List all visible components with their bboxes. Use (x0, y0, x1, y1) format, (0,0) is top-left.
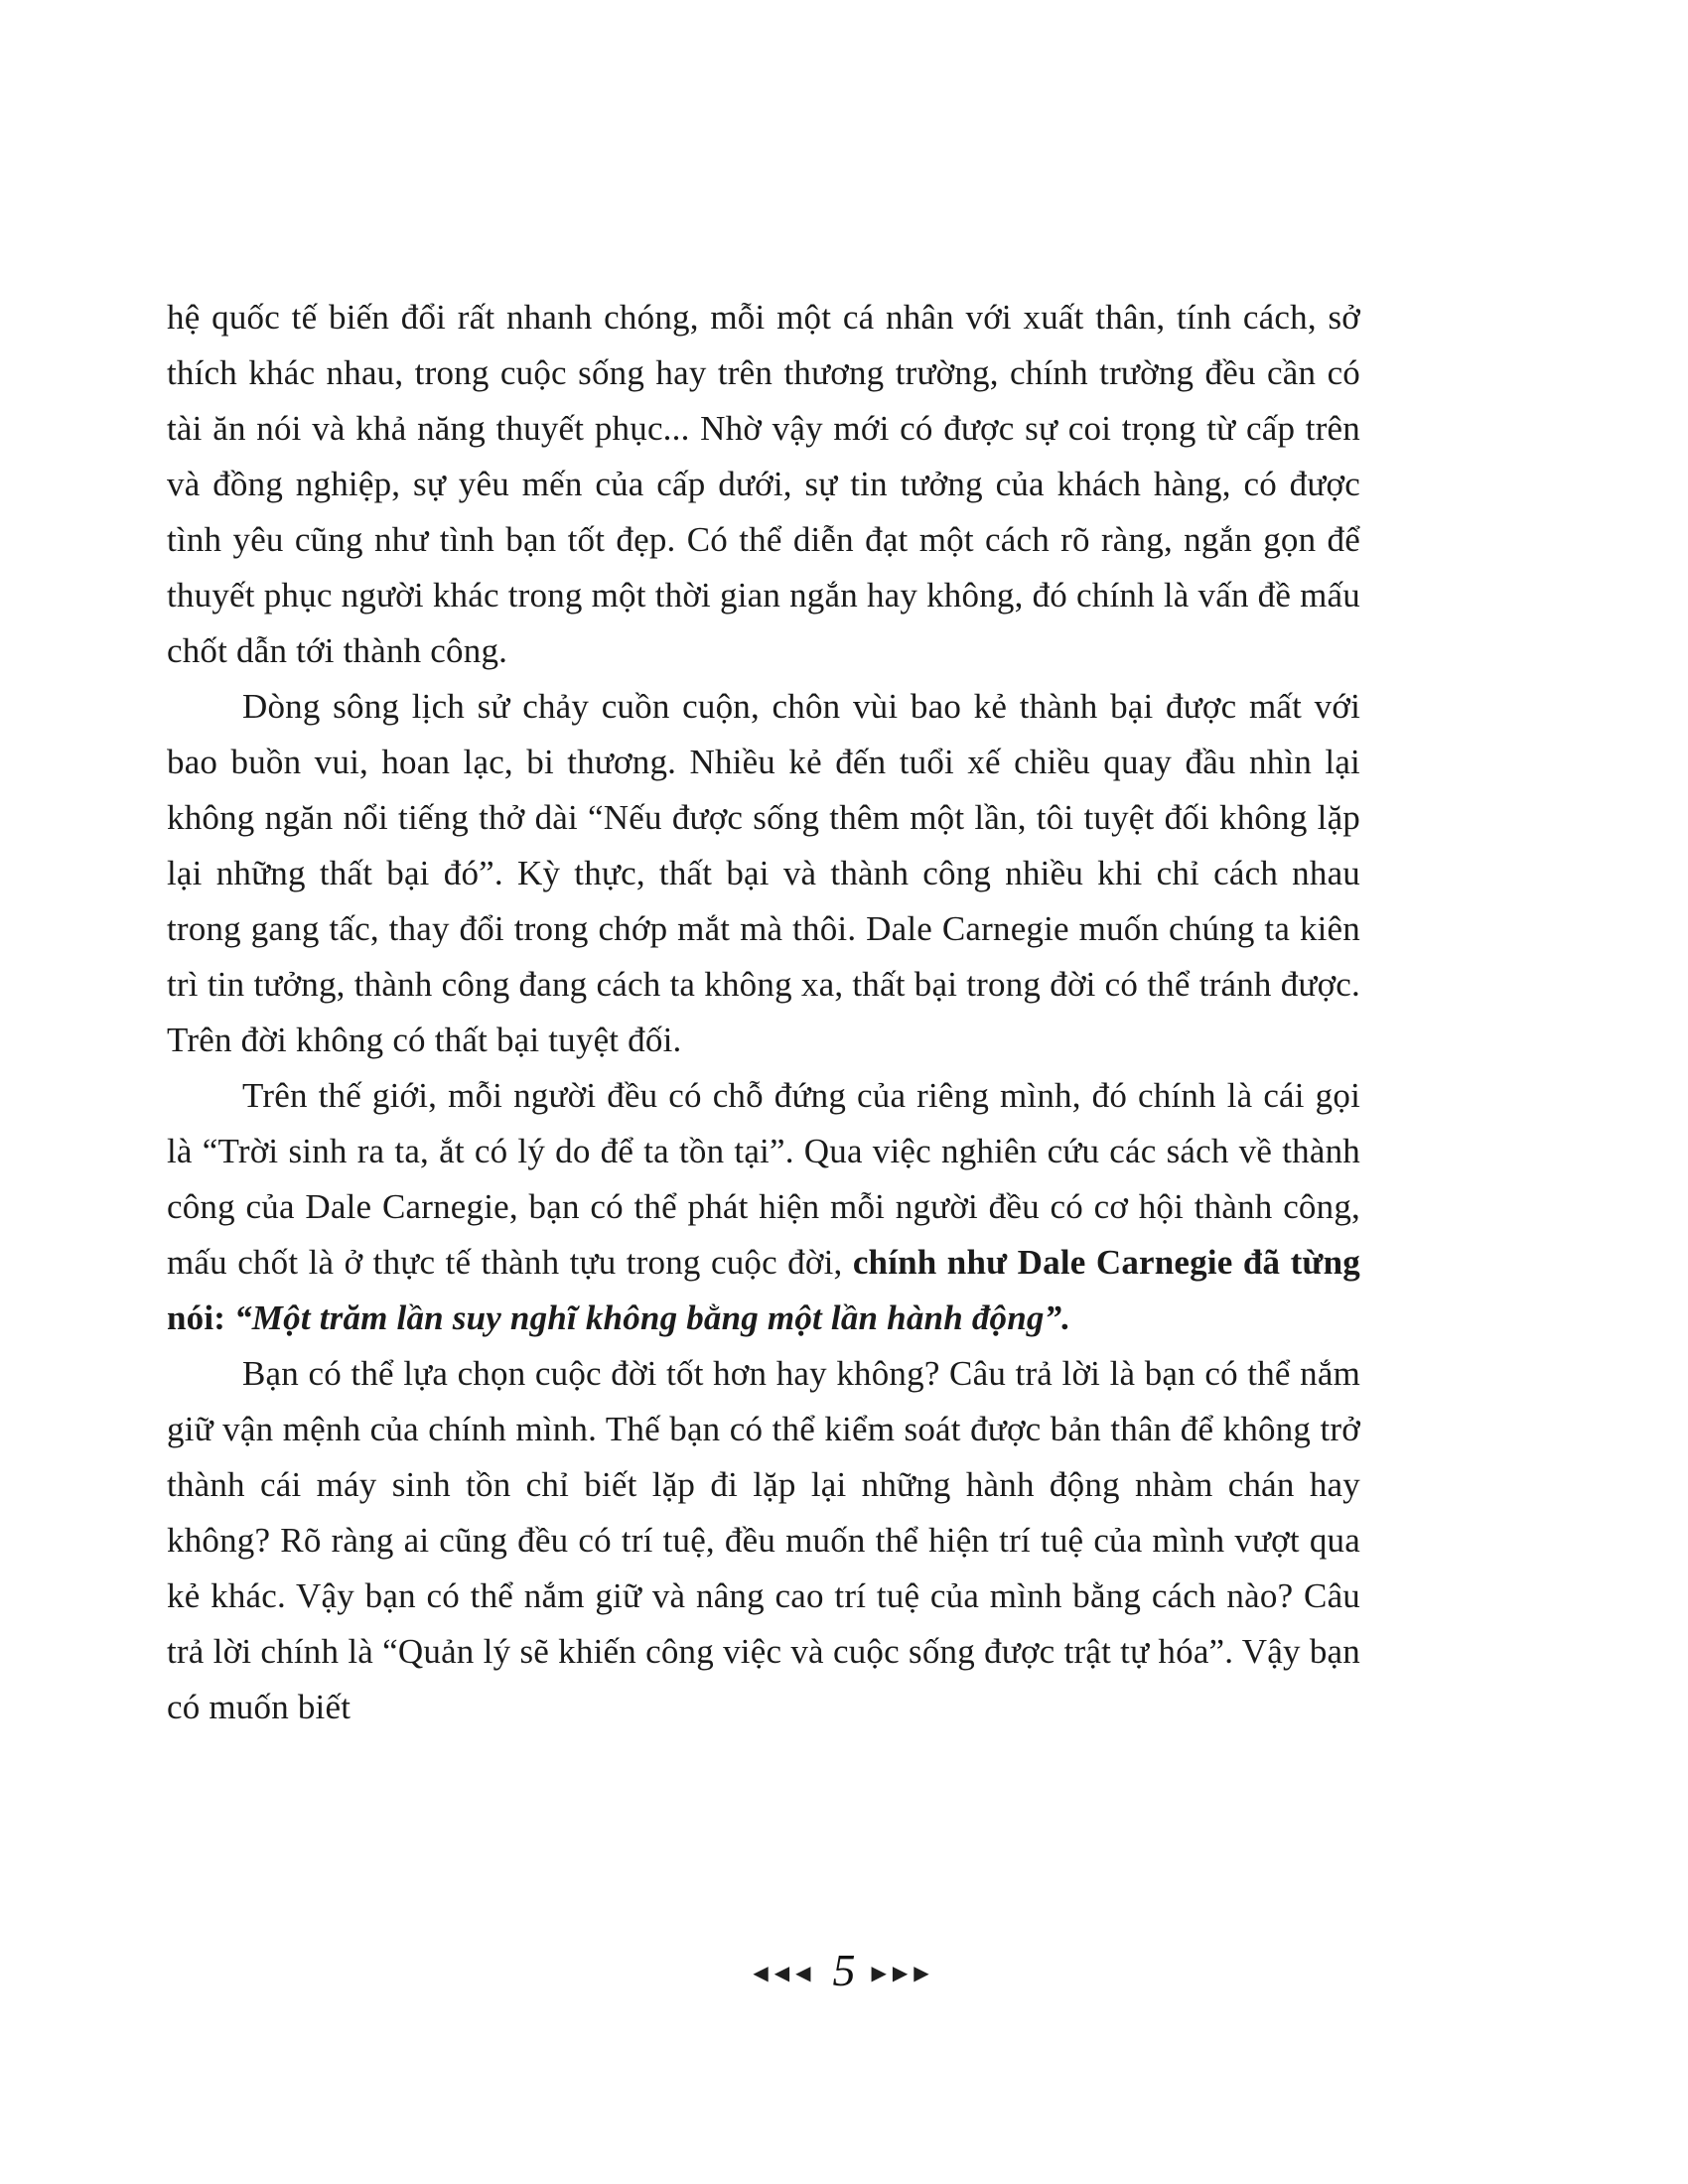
page-footer (0, 1945, 1688, 1995)
body-text (167, 290, 1360, 1735)
page-number: 5 (832, 1945, 856, 1995)
paragraph-text: Trên thế giới, mỗi người đều có chỗ đứng của riêng mình, đó chính là cái gọi là “Trời sinh ra ta, ắt có lý do để ta tồn tại”. Qua việc nghiên cứu các sách về thành công của Dale Carnegie, bạn có thể phát hiện mỗi người đều có cơ hội thành công, mấu chốt là ở thực tế thành tựu trong cuộc đời, (167, 1076, 1360, 1282)
paragraph: Dòng sông lịch sử chảy cuồn cuộn, chôn vùi bao kẻ thành bại được mất với bao buồn vui, hoan lạc, bi thương. Nhiều kẻ đến tuổi xế chiều quay đầu nhìn lại không ngăn nổi tiếng thở dài “Nếu được sống thêm một lần, tôi tuyệt đối không lặp lại những thất bại đó”. Kỳ thực, thất bại và thành công nhiều khi chỉ cách nhau trong gang tấc, thay đổi trong chớp mắt mà thôi. Dale Carnegie muốn chúng ta kiên trì tin tưởng, thành công đang cách ta không xa, thất bại trong đời có thể tránh được. Trên đời không có thất bại tuyệt đối. (167, 687, 1360, 1059)
paragraph-bold-italic-text: “Một trăm lần suy nghĩ không bằng một lần hành động”. (234, 1298, 1071, 1337)
paragraph: Bạn có thể lựa chọn cuộc đời tốt hơn hay không? Câu trả lời là bạn có thể nắm giữ vận mệnh của chính mình. Thế bạn có thể kiểm soát được bản thân để không trở thành cái máy sinh tồn chỉ biết lặp đi lặp lại những hành động nhàm chán hay không? Rõ ràng ai cũng đều có trí tuệ, đều muốn thể hiện trí tuệ của mình vượt qua kẻ khác. Vậy bạn có thể nắm giữ và nâng cao trí tuệ của mình bằng cách nào? Câu trả lời chính là “Quản lý sẽ khiến công việc và cuộc sống được trật tự hóa”. Vậy bạn có muốn biết (167, 1354, 1360, 1726)
right-arrows-icon: ▶▶▶ (871, 1961, 935, 1984)
paragraph: hệ quốc tế biến đổi rất nhanh chóng, mỗi một cá nhân với xuất thân, tính cách, sở thích khác nhau, trong cuộc sống hay trên thương trường, chính trường đều cần có tài ăn nói và khả năng thuyết phục... Nhờ vậy mới có được sự coi trọng từ cấp trên và đồng nghiệp, sự yêu mến của cấp dưới, sự tin tưởng của khách hàng, có được tình yêu cũng như tình bạn tốt đẹp. Có thể diễn đạt một cách rõ ràng, ngắn gọn để thuyết phục người khác trong một thời gian ngắn hay không, đó chính là vấn đề mấu chốt dẫn tới thành công. (167, 298, 1360, 670)
paragraph-bold-text: chính như Dale Carnegie đã từng nói: (167, 1243, 1360, 1337)
paragraph (167, 1068, 1360, 1346)
left-arrows-icon: ◀◀◀ (753, 1961, 817, 1984)
